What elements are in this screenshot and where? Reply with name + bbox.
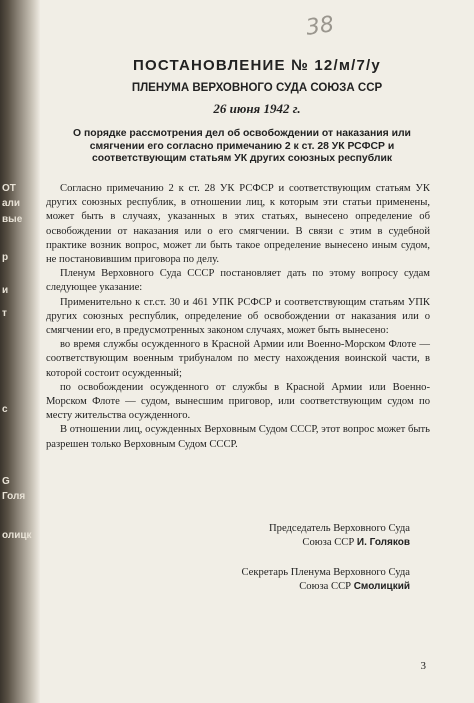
page-number: 3 [420,660,426,672]
previous-page-edge [0,0,32,703]
body-paragraph: Пленум Верховного Суда СССР постановляет дать по этому вопросу судам следующее указание: [46,268,430,294]
signature-secretary [241,566,410,594]
signature-name: И. Голяков [356,537,410,548]
document-date: 26 июня 1942 г. [213,101,301,116]
body-paragraph: по освобождении осужденного от службы в Красной Армии или Военно-Морском Флоте — судом, вынесшим приговор, или соответствующим судом по месту жительства осужденного. [46,381,430,422]
document-body [46,182,430,452]
signature-title: Секретарь Пленума Верховного Суда [241,567,410,578]
signature-org: Союза ССР [299,581,352,592]
signature-org: Союза ССР [302,537,355,548]
document-subtitle: ПЛЕНУМА ВЕРХОВНОГО СУДА СОЮЗА ССР [131,82,383,94]
prev-page-fragment: т [2,308,7,319]
body-paragraph: Применительно к ст.ст. 30 и 461 УПК РСФСР и соответствующим статьям УПК других союзных республик, определение об освобождении от наказания или о смягчении его, в предусмотренных законом случаях, может быть вынесено: [46,296,430,337]
archive-page-number: 38 [304,12,336,41]
prev-page-fragment: ОТ [2,183,16,194]
prev-page-fragment: олицк [2,530,32,541]
body-paragraph: Согласно примечанию 2 к ст. 28 УК РСФСР и соответствующим статьям УК других союзных республик, в отношении лиц, к которым эти статьи применены, может быть в случаях, указанных в этих статьях, вынесено определение об освобождении от наказания или о его смягчении. В связи с этим в судебной практике возник вопрос, может ли быть такое определение вынесено иным судом, не постановившим приговора по делу. [46,183,430,266]
prev-page-fragment: вые [2,214,23,225]
prev-page-fragment: с [2,404,8,415]
body-paragraph: во время службы осужденного в Красной Армии или Военно-Морском Флоте — соответствующим военным трибуналом по месту нахождения воинской части, в которой состоит осужденный; [46,339,430,379]
body-paragraph: В отношении лиц, осужденных Верховным Судом СССР, этот вопрос может быть разрешен только Верховным Судом СССР. [46,424,430,450]
prev-page-fragment: Голя [2,491,26,502]
signature-chairman [269,522,410,550]
prev-page-fragment: и [2,285,9,296]
prev-page-fragment: али [2,198,21,209]
document-subject: О порядке рассмотрения дел об освобождении от наказания или смягчении его согласно примечанию 2 к ст. 28 УК РСФСР и соответствующим статьям УК других союзных республик [73,128,411,164]
document-title: ПОСТАНОВЛЕНИЕ № 12/м/7/у [133,57,381,74]
signature-title: Председатель Верховного Суда [269,523,410,534]
prev-page-fragment: G [2,476,10,487]
prev-page-fragment: р [2,252,9,263]
signature-name: Смолицкий [353,581,410,592]
